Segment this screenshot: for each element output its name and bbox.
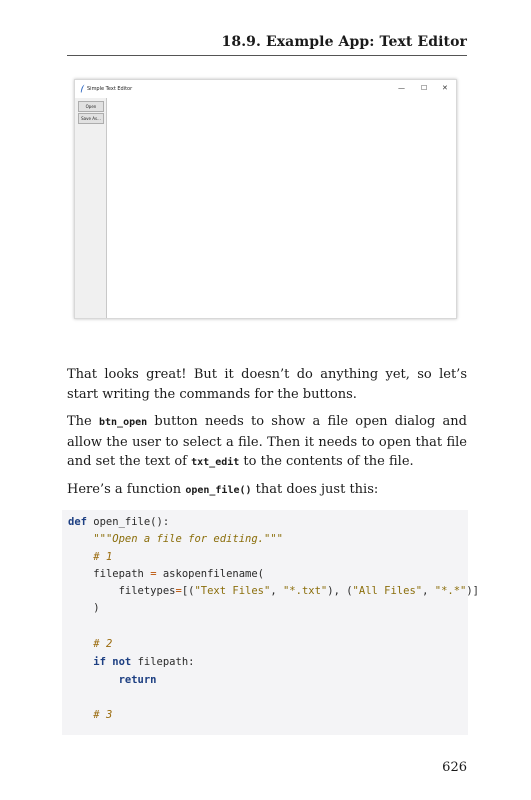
paragraph-2-text-c: to the contents of the file. (239, 454, 414, 469)
text-edit-area[interactable] (107, 98, 456, 318)
code-string-txt-pattern: "*.txt" (282, 585, 328, 597)
code-string-all-files: "All Files" (352, 585, 423, 597)
paragraph-3-text-a: Here’s a function (67, 482, 186, 497)
code-kwarg: filetypes (118, 585, 176, 597)
code-line-5 (68, 584, 479, 599)
inline-code-open-file: open_file() (185, 485, 252, 496)
code-keyword-def: def (68, 516, 87, 528)
code-condition: filepath: (131, 656, 195, 668)
code-line-1 (68, 515, 169, 530)
code-keyword-if: if (93, 656, 106, 668)
inline-code-btn-open: btn_open (98, 417, 148, 428)
code-punct-a: [( (181, 585, 195, 597)
header-rule (67, 55, 467, 56)
page-number: 626 (442, 760, 467, 775)
code-docstring: """Open a file for editing.""" (93, 533, 283, 545)
save-as-button[interactable]: Save As... (78, 113, 104, 124)
code-punct-d: , (422, 585, 435, 597)
code-keyword-not: not (112, 656, 132, 668)
code-kwarg-equals: = (175, 585, 182, 597)
code-line-7 (68, 637, 112, 652)
paragraph-2-text-a: The (67, 414, 99, 429)
code-punct-b: , (270, 585, 283, 597)
paragraph-2 (67, 412, 467, 473)
paragraph-1 (67, 365, 467, 404)
code-close-paren: ) (93, 602, 100, 614)
code-keyword-return: return (118, 674, 157, 686)
code-equals: = (150, 568, 157, 580)
code-comment-3: # 3 (93, 709, 113, 721)
code-comment-1: # 1 (93, 551, 113, 563)
window-title: Simple Text Editor (87, 86, 133, 92)
code-line-6 (68, 601, 100, 616)
paragraph-2-text-b: button needs to show a file open dialog and allow the user to select a file. Then it needs to open that file and set the text of (67, 414, 467, 469)
code-line-3 (68, 550, 112, 565)
code-call: askopenfilename( (156, 568, 264, 580)
minimize-icon[interactable]: — (398, 84, 405, 92)
code-line-8 (68, 655, 194, 670)
paragraph-3-text-b: that does just this: (251, 482, 379, 497)
code-punct-c: ), ( (327, 585, 353, 597)
paragraph-3 (67, 480, 467, 501)
code-line-4 (68, 567, 264, 582)
code-assign-target: filepath (93, 568, 151, 580)
running-head: 18.9. Example App: Text Editor (221, 34, 467, 50)
code-line-9 (68, 673, 157, 688)
code-comment-2: # 2 (93, 638, 113, 650)
feather-icon (80, 84, 85, 93)
code-func-signature: open_file(): (86, 516, 170, 528)
inline-code-txt-edit: txt_edit (191, 457, 240, 468)
code-punct-e: )] (466, 585, 480, 597)
close-icon[interactable]: ✕ (442, 84, 448, 92)
button-frame (75, 98, 107, 318)
code-block (62, 510, 480, 735)
code-line-2 (68, 532, 283, 547)
app-window-screenshot (74, 79, 457, 319)
code-string-all-pattern: "*.*" (434, 585, 467, 597)
maximize-icon[interactable]: ☐ (421, 84, 428, 92)
paragraph-1-text: That looks great! But it doesn’t do anything yet, so let’s start writing the commands for the buttons. (67, 367, 467, 402)
code-string-text-files: "Text Files" (194, 585, 271, 597)
code-line-10 (68, 708, 112, 723)
open-button[interactable]: Open (78, 101, 104, 112)
window-titlebar (75, 80, 456, 98)
